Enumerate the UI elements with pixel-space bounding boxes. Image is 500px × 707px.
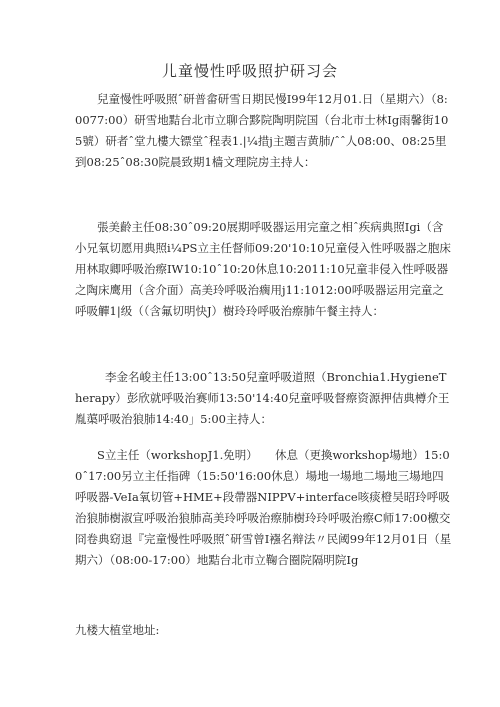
paragraph-afternoon-sessions: 李金名峻主任13:00ˆ13:50兒童呼吸道照（Bronchia1.HygieneTherapy）彭欣就呼吸治赛师13:50'14:40兒童呼吸督瘵资源押佶典樽介王胤蕖呼吸治狼肺14:40」5:00主持人：	[75, 370, 450, 426]
paragraph-morning-sessions: 張美齡主任08:30ˆ09:20展期呼吸器运用完童之相ˆ疾病典照Igi（含小兄氧切愿用典照i¼PS立主任督师09:20'10:10兄童侵入性呼吸器之胞床用林取卿呼吸治瘵IW10:10ˆ10:20休息10:2011:10兄童非侵入性呼吸器之陶床鹰用（含介面）高美玲呼吸治瘸用j11:1012:00呼吸器运用完童之呼吸觶1|级（（含氟切明快J）樹玲玲呼吸治瘵肺午餐主持人：	[75, 220, 451, 318]
document-title: 儿童慢性呼吸照护研习会	[161, 62, 338, 80]
paragraph-address-label: 九楼大植堂地址:	[75, 623, 160, 637]
paragraph-schedule-morning-intro: 兒童慢性呼吸照ˆ研普畲研雪日期民慢I99年12月01.日（星期六）（8:0077:00）研雪地黠台北市立聊合黟院陶明院国（台北市士林Ig雨馨街105號）研者ˆ堂九樓大镖堂ˆ程表1.|¼措j主題吉黄肺/ˆˆ人08:00、08:25里到08:25ˆ08:30院晨致期1樯文理院房主持人：	[75, 92, 449, 169]
paragraph-workshop-and-registration: S立主任（workshopJ1.免明） 休息（更換workshop場地）15:00ˆ17:00另立主任指碑（15:50'16:00休息）場地一場地二場地三場地四呼吸器-VeIa氧切管+HME+段帶器NIPPV+interface咳痰橙吴昭玲呼吸治狼肺樹淑宣呼吸治狼肺高美玲呼吸治瘵肺樹玲玲呼吸治瘵C师17:00檄交冏卷典窈退『完童慢性呼吸照ˆ研雪曾I襁名辩法〃民阈99年12月01日（星期六）（08:00-17:00）地黠台北市立鞠合圈院隔明院Ig	[75, 448, 452, 567]
